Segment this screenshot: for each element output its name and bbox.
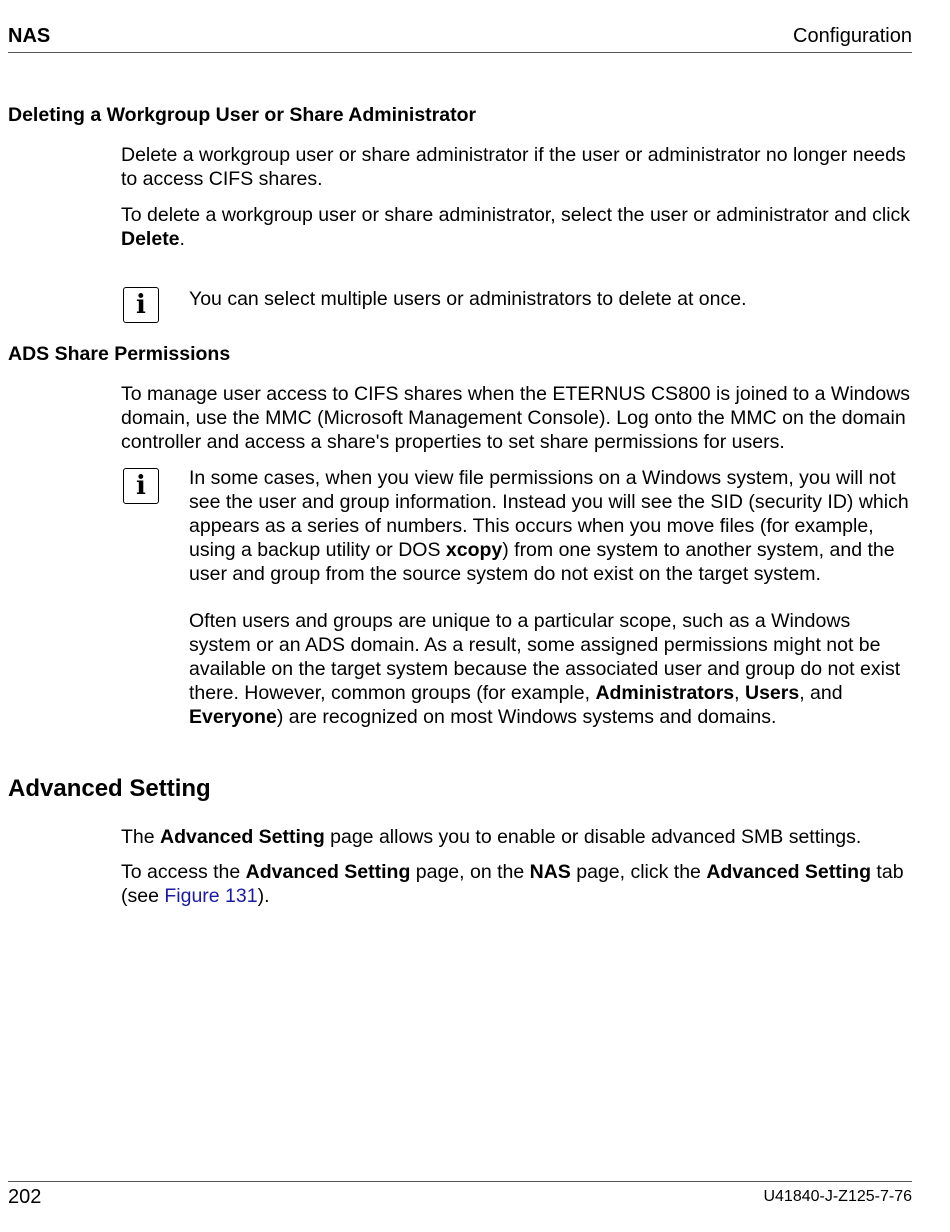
ads-note1-part-b: ) from one system to another system, and the user and group from the source system do not exist on the target system. (189, 539, 895, 585)
heading-delete-user: Deleting a Workgroup User or Share Administrator (8, 104, 477, 126)
page-header-right: Configuration (793, 25, 912, 47)
ads-note2-end: ) are recognized on most Windows systems and domains. (276, 706, 777, 728)
delete-p2-text: To delete a workgroup user or share administrator, select the user or administrator and click (121, 204, 911, 226)
document-code: U41840-J-Z125-7-76 (763, 1188, 912, 1205)
adv-p1-a: The (121, 826, 161, 848)
heading-ads-permissions: ADS Share Permissions (8, 343, 231, 365)
info-icon: i (123, 468, 159, 504)
adv-p2-keyword-nas: NAS (529, 861, 571, 883)
adv-p2-d: page, click the (570, 861, 707, 883)
ads-note1-part-a: In some cases, when you view file permissions on a Windows system, you will not see the user and group information. Instead you will see the SID (security ID) which appears as a series of numbers. This occurs when you move files (for example, using a backup utility or DOS (189, 467, 909, 561)
ads-note2-sep-1: , (734, 682, 745, 704)
page-number: 202 (8, 1186, 42, 1208)
adv-p2-keyword-1: Advanced Setting (245, 861, 411, 883)
ads-note2-sep-2: , and (799, 682, 843, 704)
footer-rule (8, 1181, 912, 1182)
everyone-keyword: Everyone (189, 706, 277, 728)
info-icon: i (123, 287, 159, 323)
delete-note: You can select multiple users or administrators to delete at once. (189, 288, 747, 310)
delete-keyword: Delete (121, 228, 180, 250)
page-header-left: NAS (8, 25, 51, 47)
adv-p2-c: page, on the (410, 861, 530, 883)
advanced-paragraph-2 (121, 860, 911, 908)
adv-p2-e: tab (see (121, 861, 904, 907)
ads-note-1 (189, 466, 911, 586)
delete-paragraph-2 (121, 203, 911, 251)
adv-p2-keyword-2: Advanced Setting (706, 861, 872, 883)
adv-p1-b: page allows you to enable or disable advanced SMB settings. (324, 826, 862, 848)
delete-p2-end: . (179, 228, 185, 250)
header-rule (8, 52, 912, 53)
adv-p2-f: ). (257, 885, 270, 907)
xcopy-keyword: xcopy (445, 539, 503, 561)
ads-note2-part-a: Often users and groups are unique to a particular scope, such as a Windows system or an ADS domain. As a result, some assigned permissions might not be available on the target system because the associated user and group do not exist there. However, common groups (for example, (189, 610, 901, 704)
ads-note-2 (189, 609, 911, 729)
advanced-paragraph-1 (121, 825, 911, 849)
adv-p1-keyword: Advanced Setting (160, 826, 325, 848)
adv-p2-a: To access the (121, 861, 246, 883)
delete-paragraph-1: Delete a workgroup user or share administrator if the user or administrator no longer needs to access CIFS shares. (121, 144, 906, 190)
figure-131-link[interactable]: Figure 131 (164, 885, 258, 907)
ads-paragraph-1: To manage user access to CIFS shares when the ETERNUS CS800 is joined to a Windows domain, use the MMC (Microsoft Management Console). Log onto the MMC on the domain controller and access a share's properties to set share permissions for users. (121, 383, 911, 453)
administrators-keyword: Administrators (595, 682, 735, 704)
users-keyword: Users (744, 682, 800, 704)
heading-advanced-setting: Advanced Setting (8, 775, 211, 802)
